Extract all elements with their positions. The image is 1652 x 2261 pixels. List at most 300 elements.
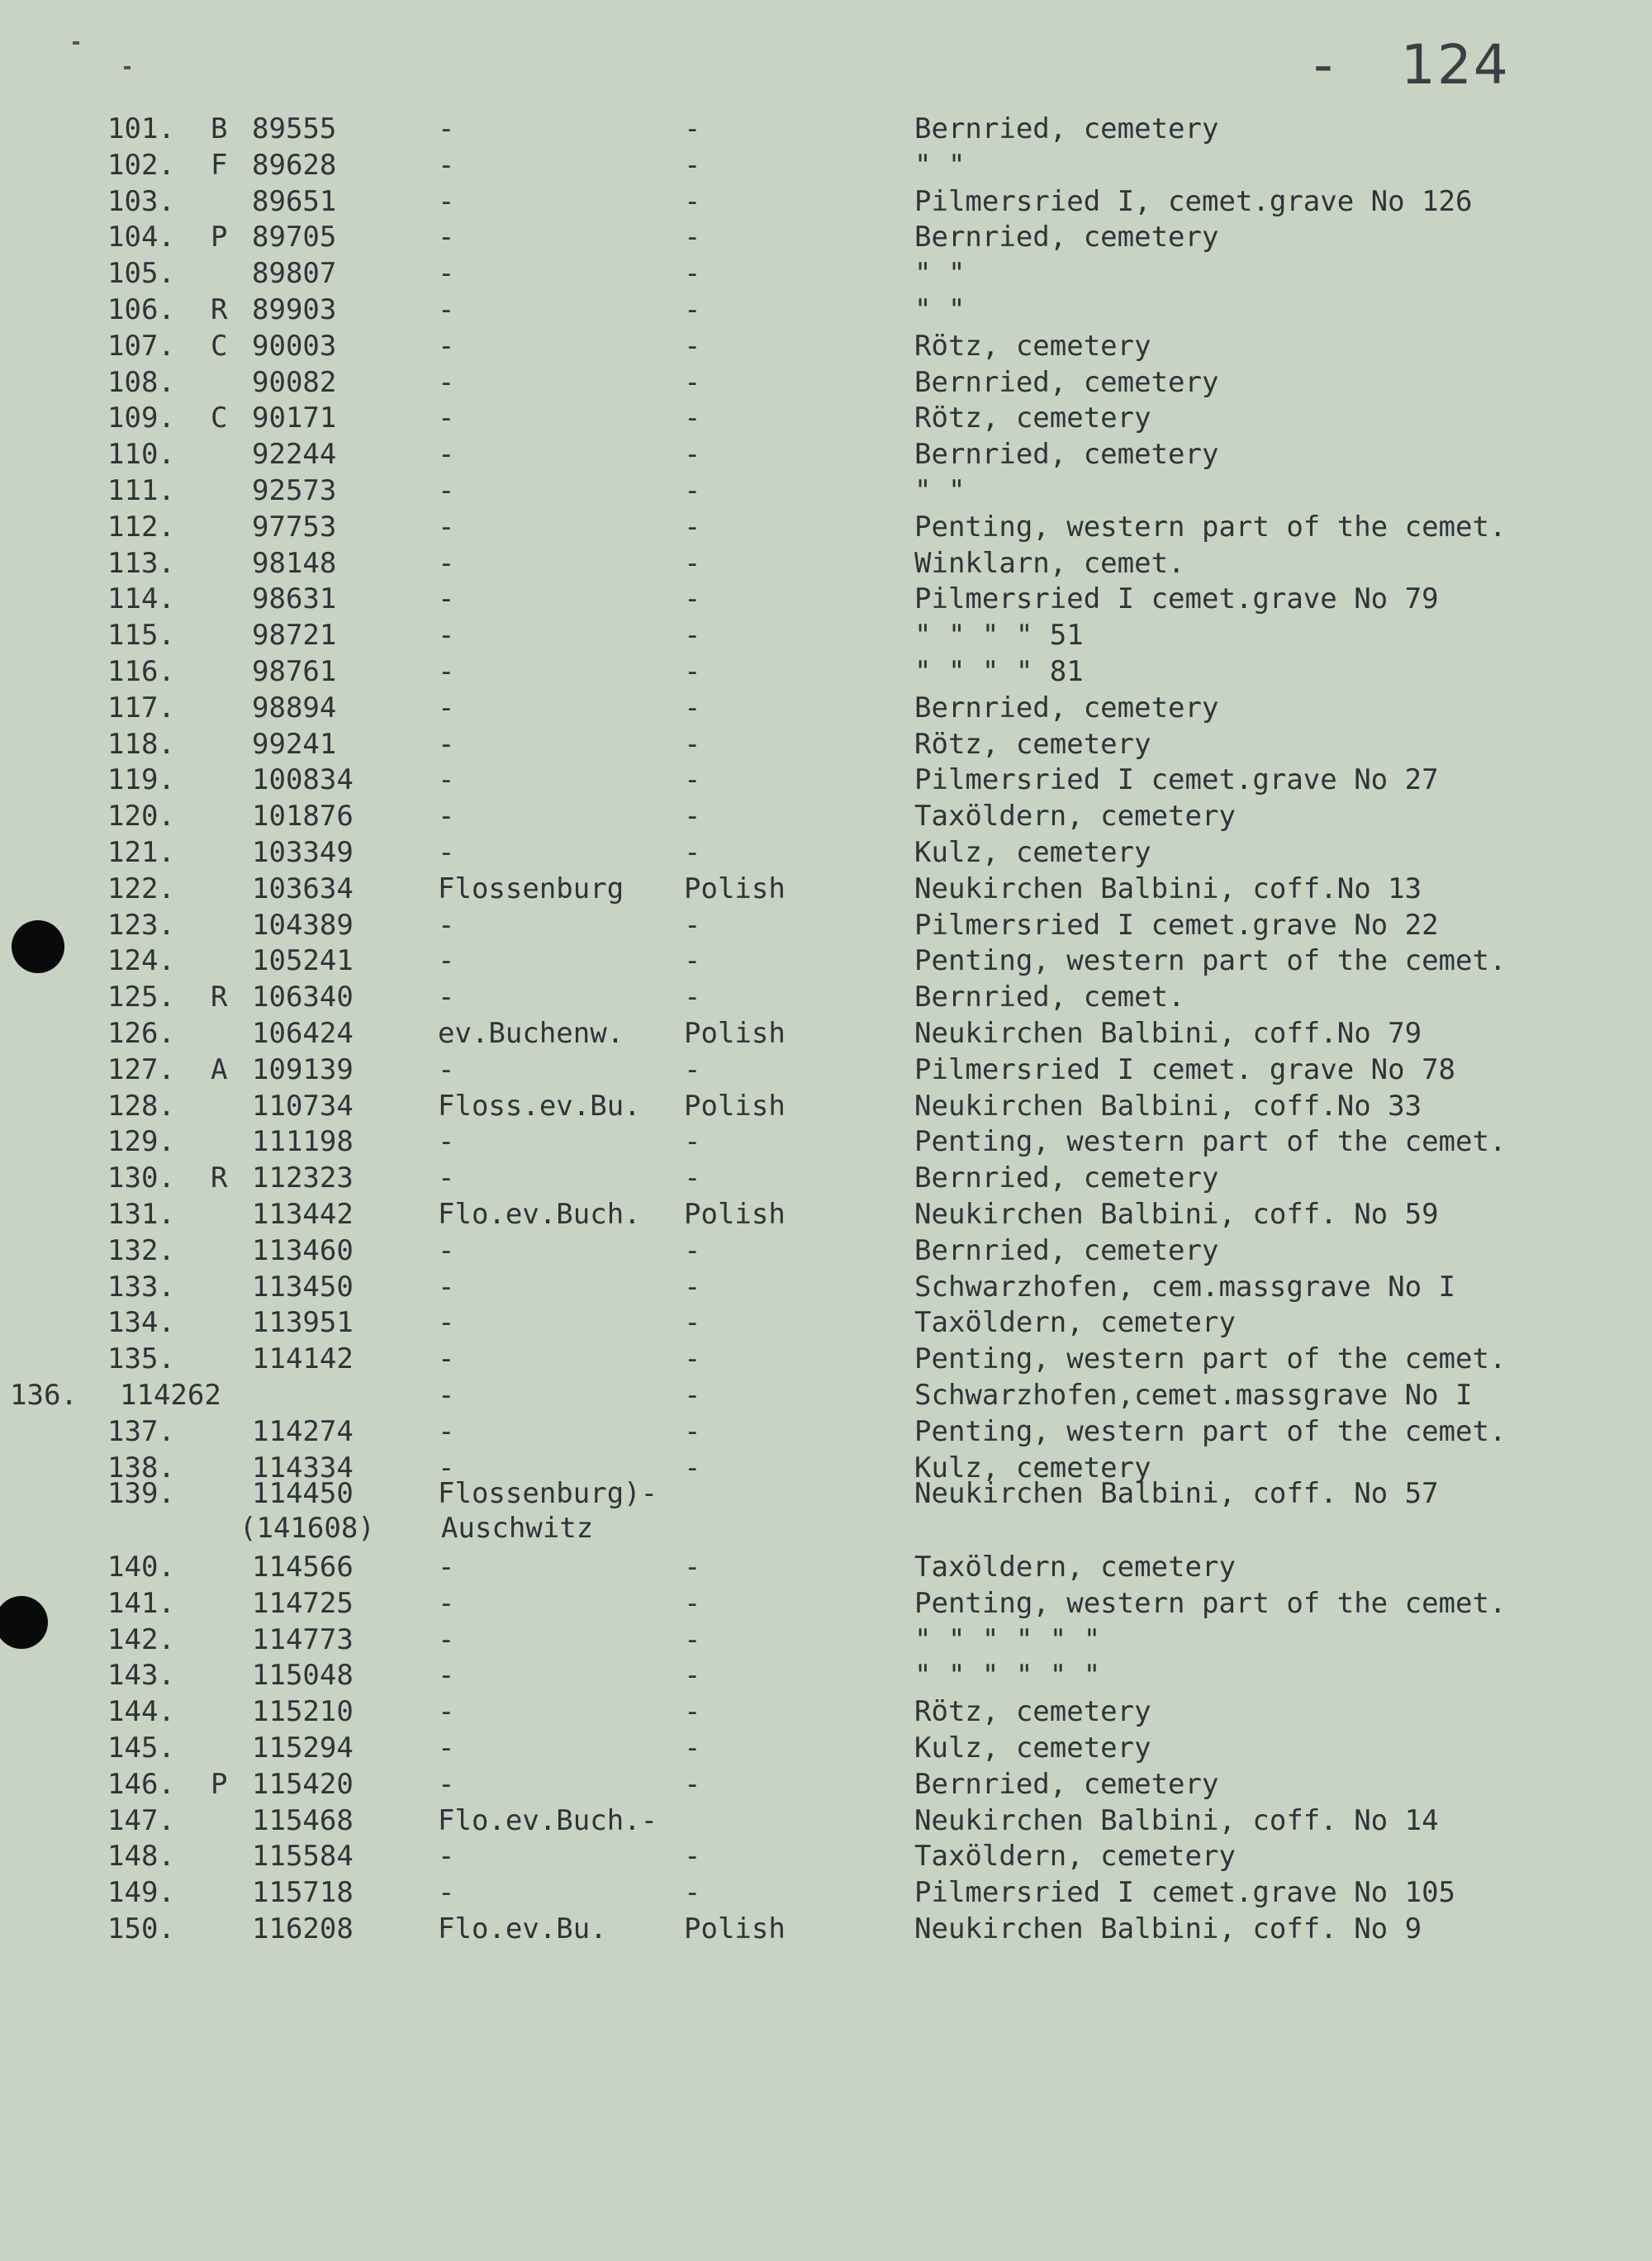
table-row: [0, 292, 1652, 328]
row-number: 123.: [107, 909, 175, 942]
row-number: 124.: [107, 944, 175, 977]
prisoner-number: 114566: [252, 1551, 354, 1584]
table-row: [0, 1585, 1652, 1622]
burial-place-cell: Bernried, cemetery: [914, 366, 1219, 399]
table-row: [0, 1693, 1652, 1730]
nationality-cell: -: [684, 1587, 701, 1620]
nationality-cell: -: [684, 438, 701, 471]
burial-place-cell: Penting, western part of the cemet.: [914, 511, 1507, 544]
row-number: 136.: [10, 1379, 78, 1412]
nationality-cell: -: [684, 691, 701, 724]
camp-cell: -: [438, 944, 455, 977]
row-number: 133.: [107, 1271, 175, 1304]
row-number: 106.: [107, 293, 175, 326]
burial-place-cell: Pilmersried I cemet.grave No 22: [914, 909, 1439, 942]
camp-cell: -: [438, 691, 455, 724]
table-row: [0, 219, 1652, 255]
burial-place-cell: Taxöldern, cemetery: [914, 800, 1236, 833]
camp-cell: -: [438, 1415, 455, 1448]
page-mark: -: [1313, 33, 1335, 97]
table-row: [0, 1766, 1652, 1803]
nationality-cell: Polish: [684, 1912, 786, 1945]
prisoner-number: 101876: [252, 800, 354, 833]
nationality-cell: -: [684, 1840, 701, 1873]
prisoner-number: 115718: [252, 1876, 354, 1909]
alt-camp: Auschwitz: [441, 1512, 594, 1545]
camp-cell: -: [438, 1876, 455, 1909]
row-prefix: C: [211, 330, 228, 363]
prisoner-number: 106340: [252, 981, 354, 1014]
table-row: [0, 1549, 1652, 1585]
row-number: 116.: [107, 655, 175, 688]
camp-cell: -: [438, 981, 455, 1014]
row-number: 118.: [107, 728, 175, 761]
burial-place-cell: Pilmersried I cemet.grave No 105: [914, 1876, 1456, 1909]
nationality-cell: -: [684, 1379, 701, 1412]
prisoner-number: 113450: [252, 1271, 354, 1304]
ink-speck: [124, 66, 131, 69]
camp-cell: ev.Buchenw.: [438, 1017, 624, 1050]
camp-cell: -: [438, 1623, 455, 1656]
table-row: [0, 762, 1652, 798]
burial-place-cell: Penting, western part of the cemet.: [914, 1342, 1507, 1375]
camp-cell: -: [438, 1768, 455, 1801]
camp-cell: -: [438, 1587, 455, 1620]
burial-place-cell: Neukirchen Balbini, coff.No 79: [914, 1017, 1422, 1050]
table-row: [0, 1088, 1652, 1124]
row-number: 144.: [107, 1695, 175, 1728]
nationality-cell: -: [684, 1876, 701, 1909]
nationality-cell: -: [684, 1659, 701, 1692]
table-row: [0, 1838, 1652, 1874]
burial-place-cell: Rötz, cemetery: [914, 728, 1151, 761]
row-number: 114.: [107, 582, 175, 615]
page-number: 124: [1400, 33, 1510, 97]
table-row: [0, 1052, 1652, 1088]
table-row: [0, 1269, 1652, 1305]
row-number: 111.: [107, 474, 175, 507]
camp-cell: -: [438, 1451, 455, 1484]
nationality-cell: -: [684, 112, 701, 145]
burial-place-cell: Schwarzhofen, cem.massgrave No I: [914, 1271, 1456, 1304]
prisoner-number: 90171: [252, 401, 337, 435]
row-number: 130.: [107, 1161, 175, 1195]
table-row: [0, 653, 1652, 690]
table-row: [0, 111, 1652, 147]
table-row: [0, 328, 1652, 364]
table-row: [0, 436, 1652, 473]
row-prefix: R: [211, 293, 228, 326]
nationality-cell: -: [684, 293, 701, 326]
burial-place-cell: Bernried, cemetery: [914, 112, 1219, 145]
row-number: 141.: [107, 1587, 175, 1620]
camp-cell: -: [438, 547, 455, 580]
table-row: [0, 1304, 1652, 1341]
burial-place-cell: " " " " 81: [914, 655, 1084, 688]
table-row: [0, 1803, 1652, 1839]
camp-cell: Flo.ev.Buch.-: [438, 1804, 658, 1837]
prisoner-number: 111198: [252, 1125, 354, 1158]
row-number: 115.: [107, 619, 175, 652]
table-row: [0, 1015, 1652, 1052]
camp-cell: -: [438, 185, 455, 218]
prisoner-number: 115210: [252, 1695, 354, 1728]
row-number: 128.: [107, 1090, 175, 1123]
row-prefix: C: [211, 401, 228, 435]
burial-place-cell: Taxöldern, cemetery: [914, 1551, 1236, 1584]
table-row: [0, 726, 1652, 762]
row-number: 109.: [107, 401, 175, 435]
row-number: 127.: [107, 1053, 175, 1086]
table-row: [0, 183, 1652, 220]
row-number: 146.: [107, 1768, 175, 1801]
nationality-cell: -: [684, 1768, 701, 1801]
row-prefix: F: [211, 149, 228, 182]
prisoner-number: 98148: [252, 547, 337, 580]
nationality-cell: -: [684, 655, 701, 688]
camp-cell: -: [438, 1551, 455, 1584]
burial-place-cell: " ": [914, 257, 966, 290]
table-row: [0, 1341, 1652, 1377]
prisoner-number: 114725: [252, 1587, 354, 1620]
ink-speck: [73, 41, 79, 45]
nationality-cell: -: [684, 800, 701, 833]
nationality-cell: -: [684, 401, 701, 435]
prisoner-number: 104389: [252, 909, 354, 942]
nationality-cell: -: [684, 1271, 701, 1304]
nationality-cell: -: [684, 582, 701, 615]
table-row: [0, 255, 1652, 292]
table-row: [0, 1622, 1652, 1658]
camp-cell: -: [438, 836, 455, 869]
row-number: 125.: [107, 981, 175, 1014]
burial-place-cell: Penting, western part of the cemet.: [914, 1415, 1507, 1448]
camp-cell: -: [438, 1379, 455, 1412]
nationality-cell: -: [684, 185, 701, 218]
row-number: 134.: [107, 1306, 175, 1339]
nationality-cell: -: [684, 1306, 701, 1339]
page-number-stamp: [1313, 33, 1510, 97]
table-row: [0, 473, 1652, 509]
burial-place-cell: Bernried, cemetery: [914, 438, 1219, 471]
burial-place-cell: Rötz, cemetery: [914, 401, 1151, 435]
nationality-cell: -: [684, 330, 701, 363]
camp-cell: -: [438, 1342, 455, 1375]
burial-place-cell: Pilmersried I, cemet.grave No 126: [914, 185, 1473, 218]
camp-cell: -: [438, 1659, 455, 1692]
camp-cell: -: [438, 800, 455, 833]
nationality-cell: Polish: [684, 1198, 786, 1231]
row-number: 131.: [107, 1198, 175, 1231]
prisoner-number: 110734: [252, 1090, 354, 1123]
prisoner-number: 92244: [252, 438, 337, 471]
nationality-cell: -: [684, 1623, 701, 1656]
prisoner-number: 114334: [252, 1451, 354, 1484]
prisoner-number: 97753: [252, 511, 337, 544]
row-number: 150.: [107, 1912, 175, 1945]
table-row: [0, 798, 1652, 834]
table-row: [0, 1911, 1652, 1947]
camp-cell: -: [438, 655, 455, 688]
camp-cell: -: [438, 763, 455, 796]
prisoner-number: 99241: [252, 728, 337, 761]
burial-place-cell: Kulz, cemetery: [914, 836, 1151, 869]
row-number: 113.: [107, 547, 175, 580]
burial-place-cell: Neukirchen Balbini, coff. No 57: [914, 1477, 1439, 1510]
row-number: 145.: [107, 1731, 175, 1765]
burial-place-cell: Neukirchen Balbini, coff. No 59: [914, 1198, 1439, 1231]
burial-place-cell: Pilmersried I cemet.grave No 79: [914, 582, 1439, 615]
burial-place-cell: Bernried, cemetery: [914, 691, 1219, 724]
prisoner-number: 116208: [252, 1912, 354, 1945]
nationality-cell: -: [684, 149, 701, 182]
camp-cell: Flossenburg: [438, 872, 624, 905]
table-row: [0, 979, 1652, 1015]
row-number: 110.: [107, 438, 175, 471]
prisoner-number: 115584: [252, 1840, 354, 1873]
nationality-cell: -: [684, 547, 701, 580]
burial-place-cell: Rötz, cemetery: [914, 1695, 1151, 1728]
prisoner-number: 98721: [252, 619, 337, 652]
prisoner-number: 89651: [252, 185, 337, 218]
camp-cell: -: [438, 401, 455, 435]
row-number: 120.: [107, 800, 175, 833]
burial-place-cell: Taxöldern, cemetery: [914, 1840, 1236, 1873]
table-row: [0, 690, 1652, 726]
nationality-cell: -: [684, 763, 701, 796]
camp-cell: -: [438, 1840, 455, 1873]
row-number: 142.: [107, 1623, 175, 1656]
camp-cell: Flossenburg)-: [438, 1477, 658, 1510]
row-number: 104.: [107, 221, 175, 254]
nationality-cell: -: [684, 836, 701, 869]
prisoner-number: 112323: [252, 1161, 354, 1195]
row-number: 143.: [107, 1659, 175, 1692]
prisoner-number: 98761: [252, 655, 337, 688]
burial-place-cell: Bernried, cemetery: [914, 1768, 1219, 1801]
prisoner-number: 90003: [252, 330, 337, 363]
burial-place-cell: Bernried, cemetery: [914, 221, 1219, 254]
row-number: 147.: [107, 1804, 175, 1837]
row-prefix: B: [211, 112, 228, 145]
nationality-cell: -: [684, 1731, 701, 1765]
table-row: [0, 834, 1652, 871]
nationality-cell: -: [684, 1053, 701, 1086]
prisoner-number: 90082: [252, 366, 337, 399]
burial-place-cell: " ": [914, 293, 966, 326]
prisoner-number: 115294: [252, 1731, 354, 1765]
prisoner-number: 113442: [252, 1198, 354, 1231]
camp-cell: -: [438, 619, 455, 652]
nationality-cell: -: [684, 1342, 701, 1375]
burial-place-cell: Penting, western part of the cemet.: [914, 1125, 1507, 1158]
prisoner-number: 115468: [252, 1804, 354, 1837]
camp-cell: -: [438, 149, 455, 182]
camp-cell: -: [438, 366, 455, 399]
camp-cell: -: [438, 582, 455, 615]
row-number: 135.: [107, 1342, 175, 1375]
table-row: [0, 1160, 1652, 1196]
prisoner-number: 89903: [252, 293, 337, 326]
prisoner-number: 103634: [252, 872, 354, 905]
camp-cell: -: [438, 474, 455, 507]
prisoner-number: 106424: [252, 1017, 354, 1050]
row-number: 102.: [107, 149, 175, 182]
row-number: 132.: [107, 1234, 175, 1267]
nationality-cell: -: [684, 1161, 701, 1195]
burial-place-cell: Neukirchen Balbini, coff.No 33: [914, 1090, 1422, 1123]
row-number: 117.: [107, 691, 175, 724]
burial-place-cell: Penting, western part of the cemet.: [914, 1587, 1507, 1620]
nationality-cell: -: [684, 619, 701, 652]
nationality-cell: Polish: [684, 872, 786, 905]
camp-cell: -: [438, 909, 455, 942]
nationality-cell: -: [684, 221, 701, 254]
prisoner-number: 114142: [252, 1342, 354, 1375]
row-number: 108.: [107, 366, 175, 399]
table-row: [0, 617, 1652, 653]
nationality-cell: Polish: [684, 1017, 786, 1050]
nationality-cell: -: [684, 474, 701, 507]
nationality-cell: -: [684, 1125, 701, 1158]
table-row: [0, 1377, 1652, 1413]
row-number: 119.: [107, 763, 175, 796]
camp-cell: Floss.ev.Bu.: [438, 1090, 641, 1123]
table-row: [0, 1475, 1652, 1512]
prisoner-number: 89807: [252, 257, 337, 290]
burial-place-cell: Neukirchen Balbini, coff. No 14: [914, 1804, 1439, 1837]
prisoner-number: 98894: [252, 691, 337, 724]
nationality-cell: Polish: [684, 1090, 786, 1123]
table-row: [0, 907, 1652, 943]
prisoner-number: 98631: [252, 582, 337, 615]
table-row: [0, 509, 1652, 545]
table-row: [0, 871, 1652, 907]
row-prefix: P: [211, 1768, 228, 1801]
row-prefix: R: [211, 981, 228, 1014]
table-row: [0, 1874, 1652, 1911]
prisoner-number: 103349: [252, 836, 354, 869]
nationality-cell: -: [684, 981, 701, 1014]
nationality-cell: -: [684, 728, 701, 761]
camp-cell: -: [438, 1695, 455, 1728]
burial-place-cell: Kulz, cemetery: [914, 1451, 1151, 1484]
row-number: 140.: [107, 1551, 175, 1584]
nationality-cell: -: [684, 1551, 701, 1584]
burial-place-cell: Bernried, cemetery: [914, 1161, 1219, 1195]
row-number: 137.: [107, 1415, 175, 1448]
nationality-cell: -: [684, 366, 701, 399]
burial-place-cell: Taxöldern, cemetery: [914, 1306, 1236, 1339]
row-number: 139.: [107, 1477, 175, 1510]
burial-place-cell: Bernried, cemetery: [914, 1234, 1219, 1267]
camp-cell: -: [438, 1731, 455, 1765]
prisoner-number: 105241: [252, 944, 354, 977]
camp-cell: Flo.ev.Bu.: [438, 1912, 607, 1945]
table-row: [0, 1657, 1652, 1693]
burial-place-cell: Kulz, cemetery: [914, 1731, 1151, 1765]
burial-place-cell: Schwarzhofen,cemet.massgrave No I: [914, 1379, 1473, 1412]
camp-cell: -: [438, 1125, 455, 1158]
table-row: [0, 1730, 1652, 1766]
table-row: [0, 1196, 1652, 1233]
burial-place-cell: Neukirchen Balbini, coff.No 13: [914, 872, 1422, 905]
nationality-cell: -: [684, 909, 701, 942]
prisoner-number: 100834: [252, 763, 354, 796]
burial-place-cell: Penting, western part of the cemet.: [914, 944, 1507, 977]
row-prefix: P: [211, 221, 228, 254]
row-number: 129.: [107, 1125, 175, 1158]
burial-place-cell: Bernried, cemet.: [914, 981, 1185, 1014]
row-number: 126.: [107, 1017, 175, 1050]
table-row: [0, 581, 1652, 617]
alt-prisoner-number: (141608): [240, 1512, 375, 1545]
table-row: [0, 1413, 1652, 1450]
burial-place-cell: Pilmersried I cemet. grave No 78: [914, 1053, 1456, 1086]
prisoner-number: 114773: [252, 1623, 354, 1656]
prisoner-number: 89705: [252, 221, 337, 254]
camp-cell: -: [438, 1234, 455, 1267]
table-row: [0, 545, 1652, 582]
prisoner-number: 113951: [252, 1306, 354, 1339]
table-row: [0, 147, 1652, 183]
row-number: 105.: [107, 257, 175, 290]
row-number: 149.: [107, 1876, 175, 1909]
row-number: 148.: [107, 1840, 175, 1873]
camp-cell: -: [438, 330, 455, 363]
burial-place-cell: " " " " 51: [914, 619, 1084, 652]
prisoner-number: 109139: [252, 1053, 354, 1086]
row-prefix: R: [211, 1161, 228, 1195]
row-number: 101.: [107, 112, 175, 145]
row-number: 122.: [107, 872, 175, 905]
prisoner-number: 89628: [252, 149, 337, 182]
table-row: [0, 364, 1652, 401]
camp-cell: -: [438, 1053, 455, 1086]
nationality-cell: -: [684, 1415, 701, 1448]
prisoner-number: 89555: [252, 112, 337, 145]
camp-cell: -: [438, 112, 455, 145]
nationality-cell: -: [684, 511, 701, 544]
prisoner-number: 114262: [120, 1379, 221, 1412]
burial-place-cell: Pilmersried I cemet.grave No 27: [914, 763, 1439, 796]
camp-cell: -: [438, 1306, 455, 1339]
row-number: 112.: [107, 511, 175, 544]
nationality-cell: -: [684, 944, 701, 977]
row-prefix: A: [211, 1053, 228, 1086]
prisoner-number: 115048: [252, 1659, 354, 1692]
burial-place-cell: " ": [914, 149, 966, 182]
camp-cell: -: [438, 1161, 455, 1195]
table-row: [0, 400, 1652, 436]
nationality-cell: -: [684, 257, 701, 290]
burial-place-cell: Winklarn, cemet.: [914, 547, 1185, 580]
prisoner-number: 114274: [252, 1415, 354, 1448]
prisoner-number: 113460: [252, 1234, 354, 1267]
camp-cell: -: [438, 728, 455, 761]
burial-place-cell: Rötz, cemetery: [914, 330, 1151, 363]
prisoner-number: 114450: [252, 1477, 354, 1510]
burial-place-cell: " " " " " ": [914, 1623, 1101, 1656]
row-number: 138.: [107, 1451, 175, 1484]
burial-place-cell: Neukirchen Balbini, coff. No 9: [914, 1912, 1422, 1945]
camp-cell: Flo.ev.Buch.: [438, 1198, 641, 1231]
camp-cell: -: [438, 257, 455, 290]
nationality-cell: -: [684, 1695, 701, 1728]
table-row: [0, 943, 1652, 979]
camp-cell: -: [438, 1271, 455, 1304]
burial-place-cell: " ": [914, 474, 966, 507]
